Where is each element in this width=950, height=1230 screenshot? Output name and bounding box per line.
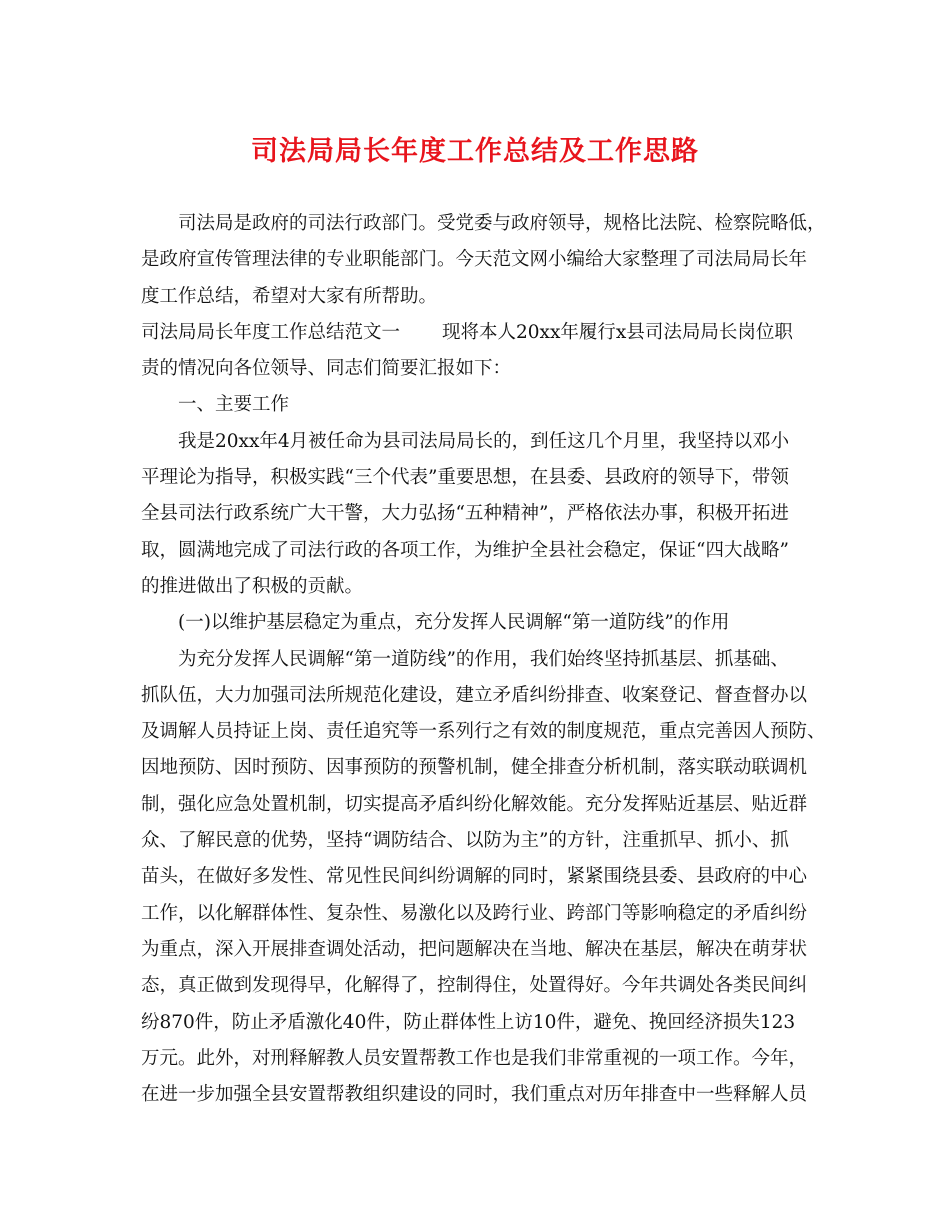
text-line bbox=[141, 315, 831, 351]
text-line-content: 取，圆满地完成了司法行政的各项工作，为维护全县社会稳定，保证“四大战略” bbox=[141, 539, 789, 561]
text-line bbox=[141, 896, 831, 932]
text-line bbox=[141, 242, 831, 278]
text-line bbox=[141, 1077, 831, 1113]
text-line bbox=[141, 387, 831, 423]
text-line bbox=[141, 351, 831, 387]
text-line-content: 制，强化应急处置机制，切实提高矛盾纠纷化解效能。充分发挥贴近基层、贴近群 bbox=[141, 793, 808, 815]
text-line-content: 我是20xx年4月被任命为县司法局局长的，到任这几个月里，我坚持以邓小 bbox=[178, 430, 790, 452]
text-line-content: 及调解人员持证上岗、责任追究等一系列行之有效的制度规范，重点完善因人预防、 bbox=[141, 721, 826, 743]
text-line-content: 苗头，在做好多发性、常见性民间纠纷调解的同时，紧紧围绕县委、县政府的中心 bbox=[141, 866, 808, 888]
text-line bbox=[141, 206, 831, 242]
text-line-content: 众、了解民意的优势，坚持“调防结合、以防为主”的方针，注重抓早、抓小、抓 bbox=[141, 830, 789, 852]
text-line bbox=[141, 932, 831, 968]
text-line-content: 度工作总结，希望对大家有所帮助。 bbox=[141, 285, 438, 307]
text-line bbox=[141, 496, 831, 532]
text-line bbox=[141, 750, 831, 786]
text-line-content: 万元。此外，对刑释解教人员安置帮教工作也是我们非常重视的一项工作。今年， bbox=[141, 1047, 808, 1069]
text-line-content: 是政府宣传管理法律的专业职能部门。今天范文网小编给大家整理了司法局局长年 bbox=[141, 249, 808, 271]
text-line-content: 司法局局长年度工作总结范文一 bbox=[141, 321, 401, 343]
text-line-content: 为充分发挥人民调解“第一道防线”的作用，我们始终坚持抓基层、抓基础、 bbox=[178, 648, 789, 670]
text-line-content: 在进一步加强全县安置帮教组织建设的同时，我们重点对历年排查中一些释解人员 bbox=[141, 1084, 808, 1106]
text-line bbox=[141, 569, 831, 605]
text-line-content: 抓队伍，大力加强司法所规范化建设，建立矛盾纠纷排查、收案登记、督查督办以 bbox=[141, 684, 808, 706]
text-line bbox=[141, 642, 831, 678]
text-line-content: 为重点，深入开展排查调处活动，把问题解决在当地、解决在基层，解决在萌芽状 bbox=[141, 938, 808, 960]
text-line-content: (一)以维护基层稳定为重点，充分发挥人民调解“第一道防线”的作用 bbox=[178, 612, 730, 634]
text-line bbox=[141, 1041, 831, 1077]
text-line bbox=[141, 787, 831, 823]
text-line bbox=[141, 859, 831, 895]
text-line-content: 全县司法行政系统广大干警，大力弘扬“五种精神”，严格依法办事，积极开拓进 bbox=[141, 503, 789, 525]
text-line bbox=[141, 823, 831, 859]
text-line-content: 司法局是政府的司法行政部门。受党委与政府领导，规格比法院、检察院略低， bbox=[178, 213, 826, 234]
text-line-content-continued: 现将本人20xx年履行x县司法局局长岗位职 bbox=[442, 321, 793, 343]
document-title: 司法局局长年度工作总结及工作思路 bbox=[251, 136, 699, 167]
text-line-content: 责的情况向各位领导、同志们简要汇报如下： bbox=[141, 358, 512, 380]
text-line-content: 纷870件，防止矛盾激化40件，防止群体性上访10件，避免、挽回经济损失123 bbox=[141, 1011, 796, 1033]
text-line bbox=[141, 279, 831, 315]
text-line-content: 工作，以化解群体性、复杂性、易激化以及跨行业、跨部门等影响稳定的矛盾纠纷 bbox=[141, 902, 808, 924]
text-line bbox=[141, 1005, 831, 1041]
text-line bbox=[141, 968, 831, 1004]
text-line-content: 因地预防、因时预防、因事预防的预警机制，健全排查分析机制，落实联动联调机 bbox=[141, 757, 808, 779]
text-line-content: 平理论为指导，积极实践“三个代表”重要思想，在县委、县政府的领导下，带领 bbox=[141, 467, 789, 489]
text-line bbox=[141, 678, 831, 714]
text-line bbox=[141, 714, 831, 750]
text-line-content: 一、主要工作 bbox=[178, 394, 290, 416]
document-body bbox=[141, 206, 831, 1113]
text-line bbox=[141, 605, 831, 641]
text-line bbox=[141, 424, 831, 460]
text-line-content: 态，真正做到发现得早，化解得了，控制得住，处置得好。今年共调处各类民间纠 bbox=[141, 975, 808, 997]
text-line bbox=[141, 533, 831, 569]
text-line-content: 的推进做出了积极的贡献。 bbox=[141, 575, 364, 597]
text-line bbox=[141, 460, 831, 496]
